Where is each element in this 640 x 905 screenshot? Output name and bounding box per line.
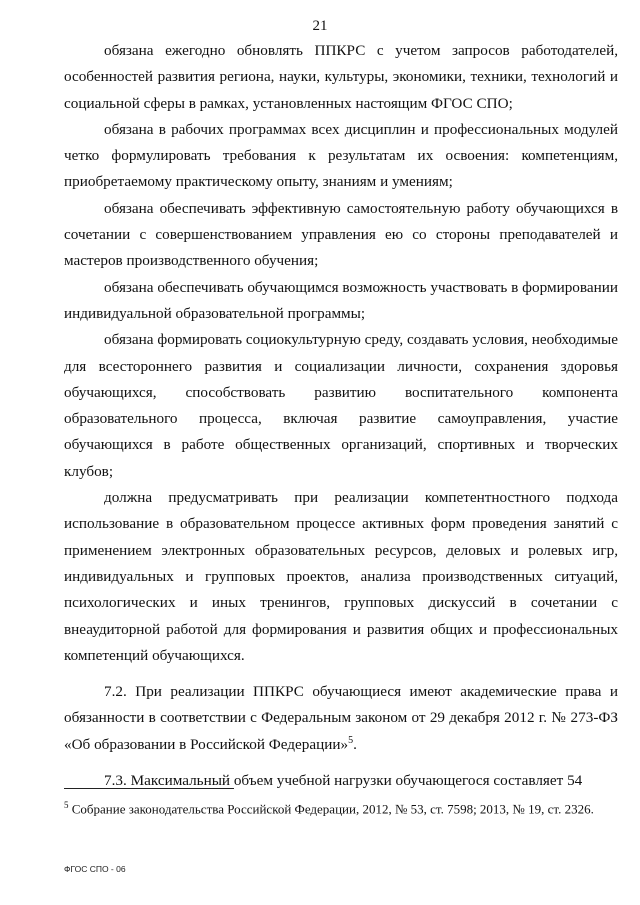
- footnote-reference[interactable]: 5: [348, 734, 354, 746]
- section-7-2: [64, 679, 618, 758]
- paragraph-obligation-update: обязана ежегодно обновлять ППКРС с учетом запросов работодателей, особенностей развития региона, науки, культуры, экономики, техники, технологий и социальной сферы в рамках, установленных настоящим ФГОС СПО;: [64, 42, 618, 112]
- footnote-text: Собрание законодательства Российской Федерации, 2012, № 53, ст. 7598; 2013, № 19, ст. 2326.: [71, 801, 594, 817]
- page-number: 21: [312, 18, 328, 34]
- footnote: [64, 796, 620, 818]
- section-7-2-text: 7.2. При реализации ППКРС обучающиеся имеют академические права и обязанности в соответствии с Федеральным законом от 29 декабря 2012 г. № 273-ФЗ «Об образовании в Российской Федерации»: [64, 683, 618, 753]
- paragraph-obligation-active-forms: должна предусматривать при реализации компетентностного подхода использование в образовательном процессе активных форм проведения занятий с применением электронных образовательных ресурсов, деловых и ролевых игр, индивидуальных и групповых проектов, анализа производственных ситуаций, психологических и иных тренингов, групповых дискуссий в сочетании с внеаудиторной работой для формирования и развития общих и профессиональных компетенций обучающихся.: [64, 489, 618, 664]
- document-code: ФГОС СПО - 06: [64, 864, 126, 874]
- footnote-marker: 5: [64, 800, 69, 810]
- paragraph-obligation-sociocultural-environment: обязана формировать социокультурную среду, создавать условия, необходимые для всестороннего развития и социализации личности, сохранения здоровья обучающихся, способствовать развитию воспитательного компонента образовательного процесса, включая развитие самоуправления, участие обучающихся в работе общественных организаций, спортивных и творческих клубов;: [64, 331, 618, 480]
- paragraph-obligation-individual-program: обязана обеспечивать обучающимся возможность участвовать в формировании индивидуальной образовательной программы;: [64, 278, 618, 322]
- section-7-3: 7.3. Максимальный объем учебной нагрузки обучающегося составляет 54: [104, 772, 583, 790]
- paragraph-obligation-independent-work: обязана обеспечивать эффективную самостоятельную работу обучающихся в сочетании с совершенствованием управления ею со стороны преподавателей и мастеров производственного обучения;: [64, 199, 618, 270]
- section-7-2-period: .: [353, 735, 357, 753]
- footnote-divider: [64, 788, 234, 789]
- paragraph-obligation-work-programs: обязана в рабочих программах всех дисциплин и профессиональных модулей четко формулировать требования к результатам их освоения: компетенциям, приобретаемому практическому опыту, знаниям и умениям;: [64, 120, 618, 191]
- document-body: [64, 38, 618, 794]
